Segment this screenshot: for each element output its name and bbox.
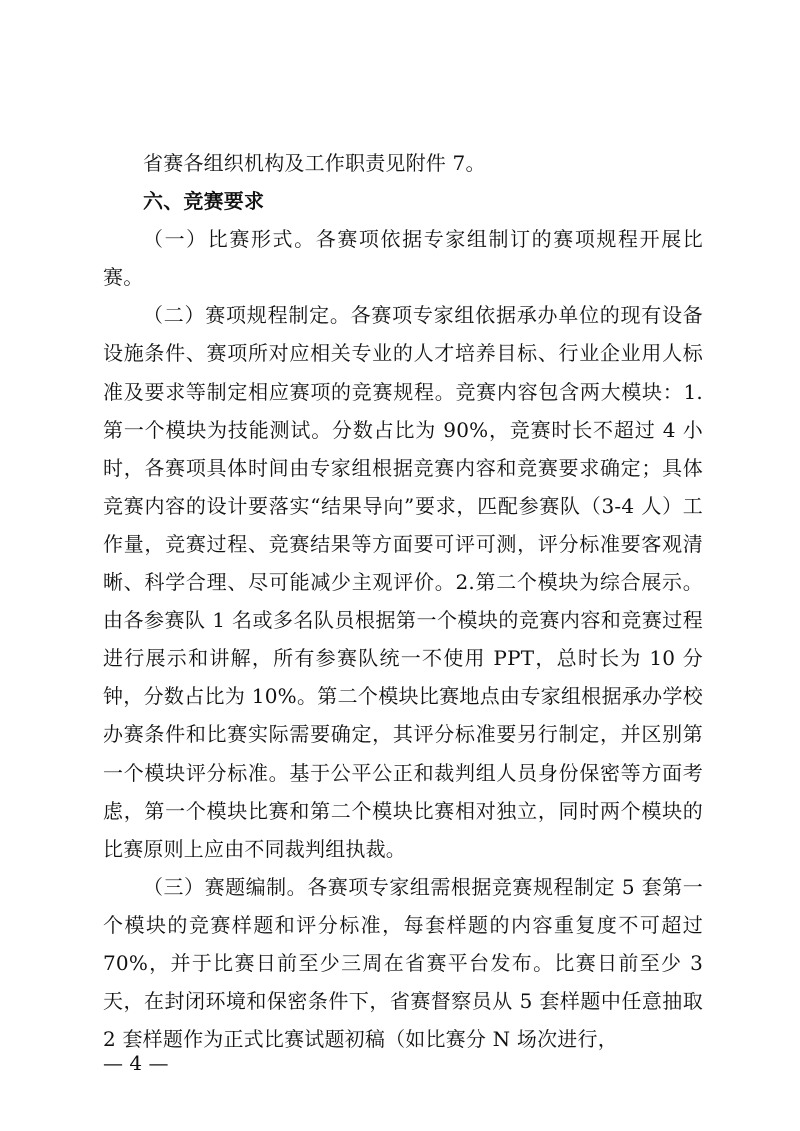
paragraph-competition-format: （一）比赛形式。各赛项依据专家组制订的赛项规程开展比赛。 (103, 227, 703, 290)
page-number: — 4 — (103, 1051, 169, 1075)
paragraph-attachment-reference: 省赛各组织机构及工作职责见附件 7。 (143, 151, 486, 175)
section-heading-competition-requirements: 六、竞赛要求 (143, 189, 265, 214)
paragraph-rules-formulation: （二）赛项规程制定。各赛项专家组依据承办单位的现有设备设施条件、赛项所对应相关专业的人才培养目标、行业企业用人标准及要求等制定相应赛项的竞赛规程。竞赛内容包含两大模块：1.第一个模块为技能测试。分数占比为 90%，竞赛时长不超过 4 小时，各赛项具体时间由专家组根据竞赛内容和竞赛要求确定；具体竞赛内容的设计要落实“结果导向”要求，匹配参赛队（3-4 人）工作量，竞赛过程、竞赛结果等方面要可评可测，评分标准要客观清晰、科学合理、尽可能减少主观评价。2.第二个模块为综合展示。由各参赛队 1 名或多名队员根据第一个模块的竞赛内容和竞赛过程进行展示和讲解，所有参赛队统一不使用 PPT，总时长为 10 分钟，分数占比为 10%。第二个模块比赛地点由专家组根据承办学校办赛条件和比赛实际需要确定，其评分标准要另行制定，并区别第一个模块评分标准。基于公平公正和裁判组人员身份保密等方面考虑，第一个模块比赛和第二个模块比赛相对独立，同时两个模块的比赛原则上应由不同裁判组执裁。 (103, 303, 703, 861)
paragraph-question-compilation: （三）赛题编制。各赛项专家组需根据竞赛规程制定 5 套第一个模块的竞赛样题和评分标准，每套样题的内容重复度不可超过 70%，并于比赛日前至少三周在省赛平台发布。比赛日前至少 3 天，在封闭环境和保密条件下，省赛督察员从 5 套样题中任意抽取 2 套样题作为正式比赛试题初稿（如比赛分 N 场次进行， (103, 874, 703, 1052)
document-body (103, 144, 703, 1058)
